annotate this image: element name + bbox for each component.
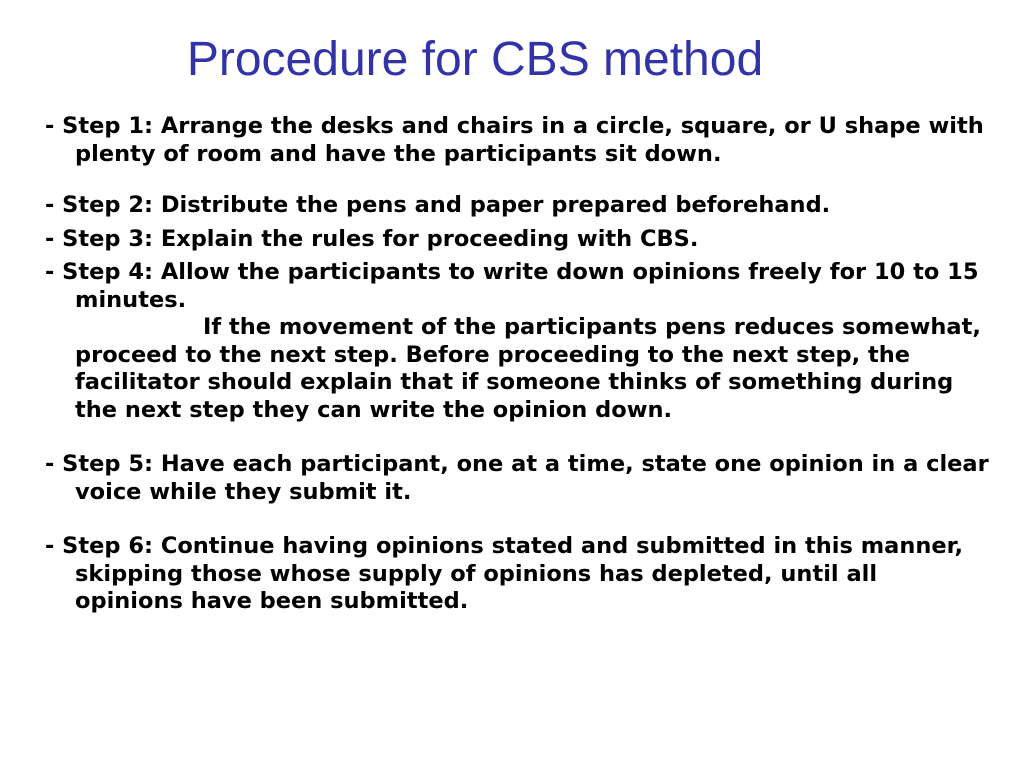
slide-title: Procedure for CBS method	[186, 33, 764, 86]
step-2-text: - Step 2: Distribute the pens and paper prepared beforehand.	[45, 192, 831, 218]
step-3-text: - Step 3: Explain the rules for proceeding with CBS.	[45, 225, 699, 252]
step-1-text: - Step 1: Arrange the desks and chairs in a circle, square, or U shape with plenty of room and have the participants sit down.	[45, 113, 984, 167]
slide-body	[45, 113, 990, 616]
step-4-text: - Step 4: Allow the participants to write down opinions freely for 10 to 15 minutes.	[45, 259, 979, 313]
step-6-text: - Step 6: Continue having opinions stated and submitted in this manner, skipping those whose supply of opinions has depleted, until all opinions have been submitted.	[45, 533, 963, 614]
step-4-note-text: If the movement of the participants pens reduces somewhat, proceed to the next step. Before proceeding to the next step, the facilitator should explain that if someone thinks of something during the next step they can write the opinion down.	[75, 314, 981, 423]
step-5-text: - Step 5: Have each participant, one at a time, state one opinion in a clear voice while they submit it.	[45, 451, 989, 505]
